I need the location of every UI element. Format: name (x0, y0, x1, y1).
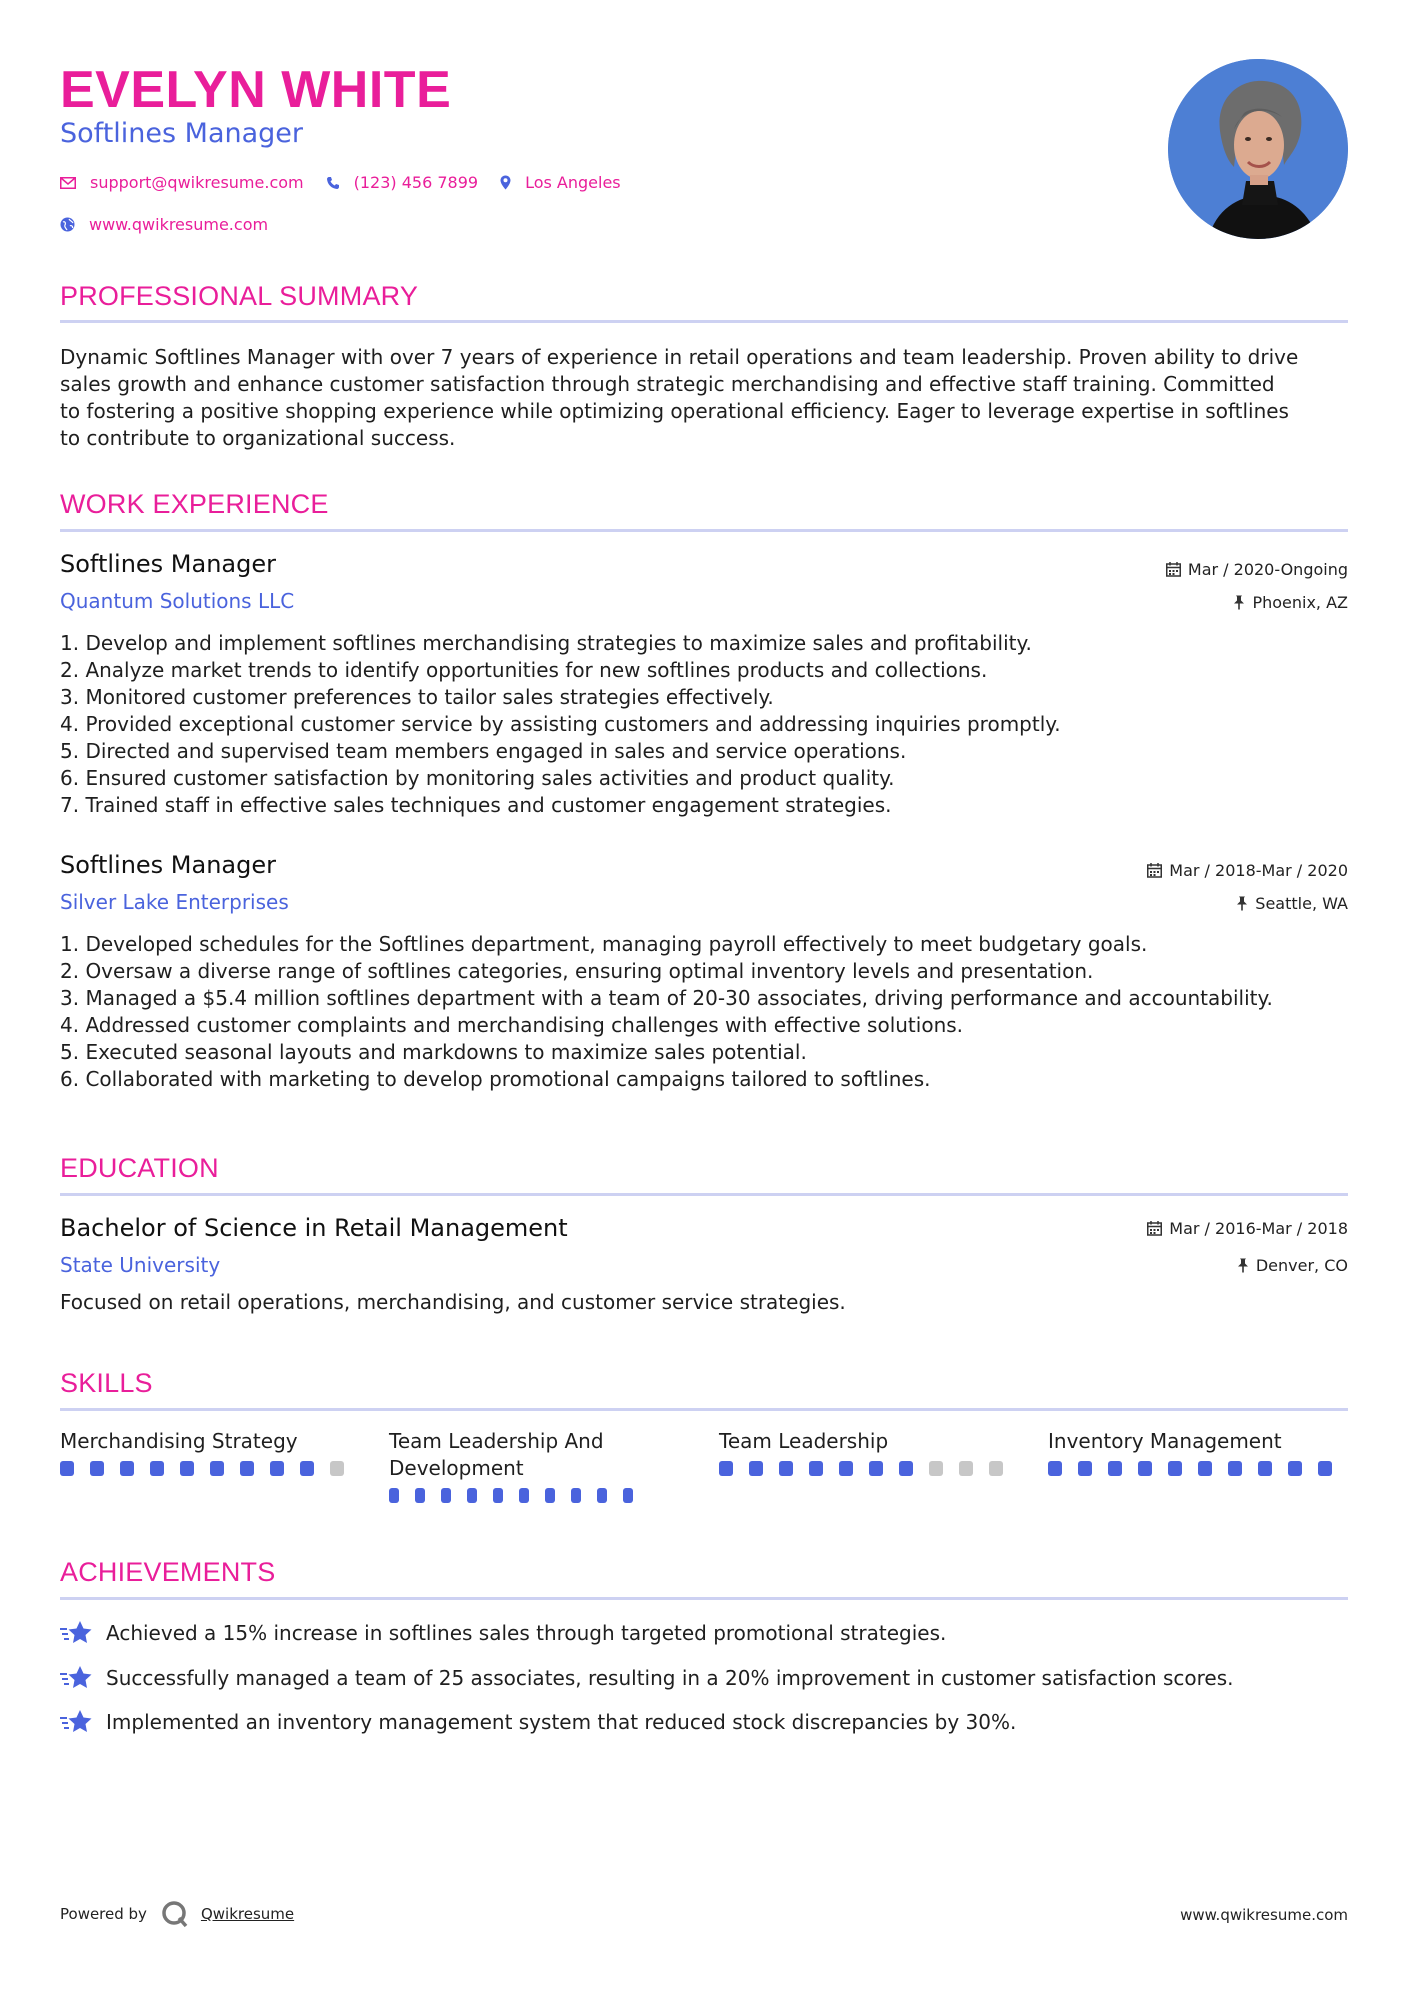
skill-name: Inventory Management (1048, 1429, 1282, 1453)
skill-rating (389, 1488, 649, 1503)
email-item[interactable] (60, 173, 304, 192)
skill-dot-filled (441, 1488, 451, 1503)
skill-name: Team Leadership And Development (389, 1429, 604, 1480)
degree-title: Bachelor of Science in Retail Management (60, 1214, 568, 1242)
skill-dot-filled (597, 1488, 607, 1503)
skill-dot-filled (1318, 1461, 1332, 1476)
skill-item (719, 1428, 1019, 1476)
job-dates-text: Mar / 2020-Ongoing (1187, 560, 1348, 579)
map-pin-icon (500, 175, 511, 190)
skill-rating (719, 1461, 1019, 1476)
location-text: Los Angeles (525, 173, 621, 192)
skill-item (60, 1428, 360, 1476)
job-bullet: 1. Develop and implement softlines merchandising strategies to maximize sales and profitability. (60, 631, 1032, 655)
candidate-name: EVELYN WHITE (60, 61, 452, 119)
profile-photo (1168, 59, 1348, 239)
summary-line: to contribute to organizational success. (60, 426, 456, 450)
job-location-text: Phoenix, AZ (1252, 593, 1348, 612)
skill-dot-filled (1108, 1461, 1122, 1476)
school-name: State University (60, 1253, 221, 1277)
website-text: www.qwikresume.com (89, 215, 269, 234)
skill-dot-filled (839, 1461, 853, 1476)
powered-by-label: Powered by (60, 1905, 147, 1923)
skill-dot-filled (1258, 1461, 1272, 1476)
calendar-icon (1166, 562, 1181, 577)
section-heading-summary: PROFESSIONAL SUMMARY (60, 281, 419, 311)
website-row (60, 215, 290, 234)
skill-dot-filled (300, 1461, 314, 1476)
skill-dot-filled (519, 1488, 529, 1503)
skill-dot-filled (869, 1461, 883, 1476)
job-title: Softlines Manager (60, 851, 276, 879)
section-divider (60, 320, 1348, 323)
education-location-text: Denver, CO (1255, 1256, 1348, 1275)
globe-icon (60, 217, 75, 232)
section-divider (60, 529, 1348, 532)
skill-dot-filled (749, 1461, 763, 1476)
skill-rating (60, 1461, 360, 1476)
job-bullet: 5. Executed seasonal layouts and markdowns to maximize sales potential. (60, 1040, 807, 1064)
company-name: Silver Lake Enterprises (60, 890, 289, 914)
skill-dot-empty (330, 1461, 344, 1476)
skill-dot-filled (210, 1461, 224, 1476)
candidate-title: Softlines Manager (60, 118, 303, 149)
job-title: Softlines Manager (60, 550, 276, 578)
phone-item[interactable] (326, 173, 478, 192)
job-location (1236, 894, 1348, 913)
pushpin-icon (1233, 595, 1245, 610)
skill-dot-filled (90, 1461, 104, 1476)
skill-item (1048, 1428, 1348, 1476)
pushpin-icon (1236, 896, 1248, 911)
website-item[interactable] (60, 215, 268, 234)
footer-url[interactable]: www.qwikresume.com (1180, 1906, 1348, 1924)
skill-dot-filled (779, 1461, 793, 1476)
job-bullets (60, 931, 1360, 1093)
section-heading-skills: SKILLS (60, 1368, 153, 1398)
skill-dot-filled (545, 1488, 555, 1503)
brand-link[interactable]: Qwikresume (200, 1905, 295, 1923)
skill-dot-filled (60, 1461, 74, 1476)
skill-dot-filled (240, 1461, 254, 1476)
job-bullet: 2. Analyze market trends to identify opportunities for new softlines products and collections. (60, 658, 988, 682)
achievement-text: Achieved a 15% increase in softlines sales through targeted promotional strategies. (106, 1621, 947, 1645)
section-heading-experience: WORK EXPERIENCE (60, 489, 329, 519)
job-bullet: 6. Collaborated with marketing to develop promotional campaigns tailored to softlines. (60, 1067, 931, 1091)
skill-name: Merchandising Strategy (60, 1429, 298, 1453)
calendar-icon (1147, 1221, 1162, 1236)
skill-dot-filled (1138, 1461, 1152, 1476)
section-heading-achievements: ACHIEVEMENTS (60, 1557, 276, 1587)
achievement-item (60, 1665, 1234, 1691)
skill-dot-filled (493, 1488, 503, 1503)
skill-dot-filled (389, 1488, 399, 1503)
skill-dot-filled (623, 1488, 633, 1503)
job-bullet: 2. Oversaw a diverse range of softlines categories, ensuring optimal inventory levels and presentation. (60, 959, 1094, 983)
skill-dot-filled (1048, 1461, 1062, 1476)
skill-dot-empty (989, 1461, 1003, 1476)
skill-dot-filled (1078, 1461, 1092, 1476)
skill-dot-empty (929, 1461, 943, 1476)
section-divider (60, 1408, 1348, 1411)
job-bullet: 5. Directed and supervised team members engaged in sales and service operations. (60, 739, 907, 763)
skill-dot-filled (899, 1461, 913, 1476)
skill-dot-filled (571, 1488, 581, 1503)
envelope-icon (60, 177, 76, 189)
job-dates-text: Mar / 2018-Mar / 2020 (1169, 861, 1348, 880)
education-description: Focused on retail operations, merchandising, and customer service strategies. (60, 1290, 846, 1314)
skill-dot-filled (270, 1461, 284, 1476)
job-dates (1166, 560, 1348, 579)
job-location-text: Seattle, WA (1255, 894, 1348, 913)
skill-item (389, 1428, 649, 1503)
company-name: Quantum Solutions LLC (60, 589, 295, 613)
achievement-item (60, 1620, 946, 1646)
job-bullet: 4. Addressed customer complaints and merchandising challenges with effective solutions. (60, 1013, 964, 1037)
skill-name: Team Leadership (719, 1429, 889, 1453)
pushpin-icon (1237, 1258, 1249, 1273)
location-item (500, 173, 621, 192)
star-icon (60, 1620, 92, 1646)
summary-line: Dynamic Softlines Manager with over 7 years of experience in retail operations and team leadership. Proven ability to drive (60, 345, 1299, 369)
phone-icon (326, 176, 340, 190)
skill-dot-filled (1198, 1461, 1212, 1476)
section-heading-education: EDUCATION (60, 1153, 219, 1183)
achievement-item (60, 1709, 1016, 1735)
skill-dot-filled (150, 1461, 164, 1476)
email-text: support@qwikresume.com (90, 173, 304, 192)
skill-dot-filled (467, 1488, 477, 1503)
skill-dot-empty (959, 1461, 973, 1476)
job-bullet: 3. Managed a $5.4 million softlines department with a team of 20-30 associates, driving performance and accountability. (60, 986, 1273, 1010)
skill-dot-filled (415, 1488, 425, 1503)
skill-dot-filled (120, 1461, 134, 1476)
education-location (1237, 1256, 1348, 1275)
job-location (1233, 593, 1348, 612)
footer-powered-by (60, 1900, 294, 1928)
job-bullet: 7. Trained staff in effective sales techniques and customer engagement strategies. (60, 793, 892, 817)
summary-line: sales growth and enhance customer satisfaction through strategic merchandising and effective staff training. Committed (60, 372, 1275, 396)
job-dates (1147, 861, 1348, 880)
star-icon (60, 1709, 92, 1735)
job-bullet: 1. Developed schedules for the Softlines department, managing payroll effectively to meet budgetary goals. (60, 932, 1148, 956)
job-bullet: 6. Ensured customer satisfaction by monitoring sales activities and product quality. (60, 766, 895, 790)
star-icon (60, 1665, 92, 1691)
phone-text: (123) 456 7899 (353, 173, 479, 192)
skill-dot-filled (1168, 1461, 1182, 1476)
job-bullet: 3. Monitored customer preferences to tailor sales strategies effectively. (60, 685, 774, 709)
calendar-icon (1147, 863, 1162, 878)
job-bullet: 4. Provided exceptional customer service by assisting customers and addressing inquiries promptly. (60, 712, 1061, 736)
skill-dot-filled (1288, 1461, 1302, 1476)
education-dates-text: Mar / 2016-Mar / 2018 (1169, 1219, 1348, 1238)
qwikresume-logo-icon (161, 1900, 189, 1928)
achievement-text: Successfully managed a team of 25 associates, resulting in a 20% improvement in customer satisfaction scores. (106, 1666, 1234, 1690)
contact-row (60, 173, 643, 192)
skill-dot-filled (1228, 1461, 1242, 1476)
education-dates (1147, 1219, 1348, 1238)
skill-dot-filled (809, 1461, 823, 1476)
summary-line: to fostering a positive shopping experience while optimizing operational efficiency. Eager to leverage expertise in softlines (60, 399, 1289, 423)
skill-dot-filled (719, 1461, 733, 1476)
job-bullets (60, 630, 1360, 819)
section-divider (60, 1597, 1348, 1600)
skill-rating (1048, 1461, 1348, 1476)
section-divider (60, 1193, 1348, 1196)
skill-dot-filled (180, 1461, 194, 1476)
summary-text (60, 344, 1350, 452)
achievement-text: Implemented an inventory management system that reduced stock discrepancies by 30%. (106, 1710, 1017, 1734)
